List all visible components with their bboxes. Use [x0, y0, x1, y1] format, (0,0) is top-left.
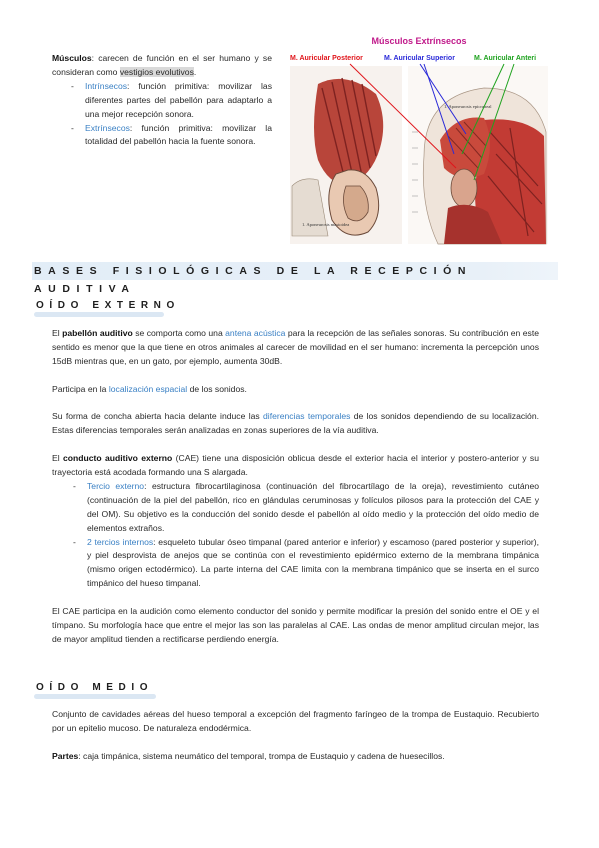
label-aponeurosis-left: 1. Aponeurosis mastoidea — [302, 222, 350, 227]
paragraph: Su forma de concha abierta hacia delante induce las diferencias temporales de los sonidos dependiendo de su localización. Estas diferencias temporales serán analizadas en zonas superiores de la vía auditiva. — [52, 411, 539, 436]
anatomy-illustration — [288, 36, 550, 246]
paragraph: Partes: caja timpánica, sistema neumático del temporal, trompa de Eustaquio y cadena de huesecillos. — [52, 750, 445, 761]
paragraph: Conjunto de cavidades aéreas del hueso temporal a excepción del fragmento faríngeo de la trompa de Eustaquio. Recubierto por un epitelio mucoso. De naturaleza endodérmica. — [52, 709, 539, 733]
anatomy-figure — [288, 36, 550, 246]
list-item: - Intrínsecos: función primitiva: movilizar las diferentes partes del pabellón para adaptarlo a una mejor recepción sonora. — [85, 80, 272, 122]
cae-list — [87, 480, 539, 591]
heading-underline — [34, 694, 156, 699]
section-title: BASES FISIOLÓGICAS DE LA RECEPCIÓN AUDITIVA — [34, 265, 473, 295]
list-item: - Tercio externo: estructura fibrocartilaginosa (continuación del fibrocartílago de la oreja), revestimiento cutáneo (continuación de la piel del pabellón, rico en glándulas ceruminosas y folículos pilosos para la protección del CAE y del OM). Su objetivo es la conducción del sonido desde el pabellón al oído medio y la protección del oído medio de elementos extraños. — [87, 480, 539, 536]
list-item: - Extrínsecos: función primitiva: movilizar la totalidad del pabellón hacia la fuente sonora. — [85, 122, 272, 150]
oido-externo-body — [52, 327, 539, 647]
vestigios-highlight: vestigios evolutivos — [119, 66, 194, 77]
musculos-block — [52, 52, 272, 149]
oido-medio-heading: OÍDO MEDIO — [36, 682, 154, 693]
musculos-intro: Músculos: carecen de función en el ser humano y se consideran como vestigios evolutivos. — [52, 53, 272, 77]
paragraph: El conducto auditivo externo (CAE) tiene una disposición oblicua desde el exterior hacia el interior y postero-anterior y su trayectoria está acodada formando una S alargada. — [52, 453, 540, 478]
paragraph: El CAE participa en la audición como elemento conductor del sonido y permite modificar la presión del sonido entre el OE y el tímpano. Su morfología hace que entre el mejor las son las paralelas al CAE. Las ondas de menor amplitud circulan mejor, las de mayor amplitud tienden a rectificarse perdiendo energía. — [52, 606, 539, 644]
label-aponeurosis-top: 1. Aponeurosis epicraneal — [444, 104, 492, 109]
label-posterior: M. Auricular Posterior — [290, 55, 363, 62]
label-superior: M. Auricular Superior — [384, 55, 455, 62]
figure-title: Músculos Extrínsecos — [371, 36, 467, 46]
musculos-list — [85, 80, 272, 150]
oido-medio-body — [52, 708, 539, 764]
paragraph: Participa en la localización espacial de los sonidos. — [52, 383, 247, 394]
paragraph: El pabellón auditivo se comporta como una antena acústica para la recepción de las señales sonoras. Su contribución en este sentido es menor que la que tiene en otros animales al carecer de movilidad en el ser humano: incrementa la percepción unos 15dB mientras que, en un gato, por ejemplo, aumenta 30dB. — [52, 328, 539, 366]
list-item: - 2 tercios internos: esqueleto tubular óseo timpanal (pared anterior e inferior) y escamoso (pared posterior y superior), y piel desprovista de anejos que se continúa con el revestimiento epidérmico externo de la membrana timpánica (mismo origen ectodérmico). La parte interna del CAE limita con la membrana timpánico que se inserta en el surco timpánico del hueso timpanal. — [87, 536, 539, 592]
section-band — [32, 262, 558, 295]
label-anterior: M. Auricular Anteri — [474, 55, 537, 62]
musculos-heading: Músculos — [52, 53, 92, 63]
oido-externo-heading: OÍDO EXTERNO — [36, 300, 180, 311]
heading-underline — [34, 312, 164, 317]
